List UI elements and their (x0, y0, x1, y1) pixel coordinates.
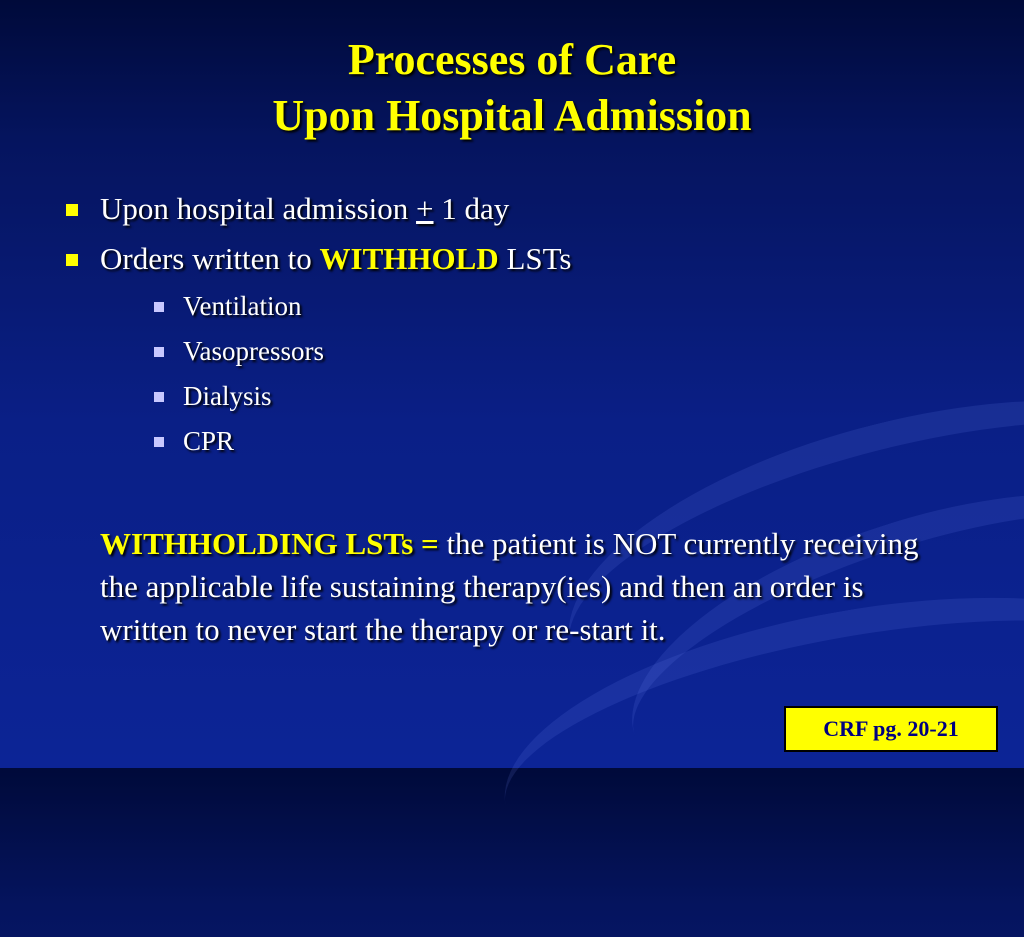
sub-bullet-vasopressors (152, 329, 571, 374)
sub-bullet-list (100, 284, 571, 464)
square-bullet-icon (154, 302, 164, 312)
sub-bullet-dialysis (152, 374, 571, 419)
sub-bullet-text: Dialysis (183, 381, 272, 411)
square-bullet-icon (66, 204, 78, 216)
sub-bullet-text: Ventilation (183, 291, 302, 321)
plus-minus-symbol: + (416, 191, 434, 226)
slide-title (0, 32, 1024, 144)
sub-bullet-ventilation (152, 284, 571, 329)
square-bullet-icon (154, 347, 164, 357)
bullet-item-orders (62, 234, 571, 464)
square-bullet-icon (154, 392, 164, 402)
title-line-1: Processes of Care (347, 35, 677, 84)
bullet-text-after: 1 day (433, 191, 510, 226)
sub-bullet-text: Vasopressors (183, 336, 324, 366)
bullet-item-admission (62, 184, 571, 234)
reference-box: CRF pg. 20-21 (784, 706, 998, 752)
withhold-emphasis: WITHHOLD (319, 241, 499, 276)
title-line-2: Upon Hospital Admission (272, 91, 752, 140)
sub-bullet-text: CPR (183, 426, 235, 456)
sub-bullet-cpr (152, 419, 571, 464)
definition-text: the patient is NOT currently receiving the applicable life sustaining therapy(ies) and then an order is written to never start the therapy or re-start it. (100, 526, 919, 647)
square-bullet-icon (66, 254, 78, 266)
definition-paragraph (100, 522, 950, 651)
bullet-list (62, 184, 571, 464)
definition-term: WITHHOLDING LSTs = (100, 526, 439, 561)
bullet-text: Upon hospital admission (100, 191, 417, 226)
square-bullet-icon (154, 437, 164, 447)
bullet-text-after: LSTs (498, 241, 572, 276)
bullet-text: Orders written to (100, 241, 320, 276)
